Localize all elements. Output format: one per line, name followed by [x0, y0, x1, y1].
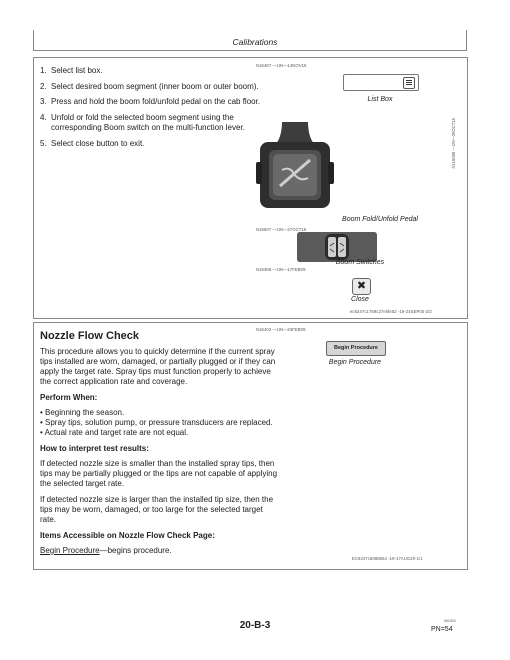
calibration-section-ref: ec6247c1759c27e5fe52 -19-24SEP05-2/2 [350, 309, 432, 314]
step-5: 5. Select close button to exit. [40, 138, 145, 148]
step-1: 1. Select list box. [40, 66, 103, 75]
switches-figure-code: N16507 —UN—27OCT16 [256, 227, 307, 232]
items-line: Begin Procedure—begins procedure. [40, 546, 172, 555]
pn-label: PN=54 [431, 626, 453, 633]
step-4: 4. Unfold or fold the selected boom segment using the corresponding Boom switch on the multi-function lever. [40, 112, 245, 132]
pedal-caption: Boom Fold/Unfold Pedal [342, 216, 418, 223]
switches-caption: Boom Switches [335, 259, 385, 266]
close-icon: ✖ [356, 280, 367, 292]
interpret-paragraph-1: If detected nozzle size is smaller than the installed spray tips, then tips may be partially plugged or the tips are not capable of applying the selected target rate. [40, 459, 278, 488]
begin-procedure-button[interactable]: Begin Procedure [326, 341, 386, 356]
nozzle-intro: This procedure allows you to quickly determine if the current spray tips installed are worn, damaged, or partially plugged or if they can apply the target rate. Spray tips must function properly to achieve the correct application rate and coverage. [40, 347, 276, 386]
page-number: 20-B-3 [239, 620, 271, 631]
close-button[interactable] [352, 278, 371, 295]
step-2: 2. Select desired boom segment (inner boom or outer boom). [40, 81, 259, 91]
begin-procedure-link[interactable]: Begin Procedure [40, 546, 100, 555]
boom-switches-image [297, 232, 377, 262]
list-box-caption: List Box [367, 96, 393, 103]
close-figure-code: N16368 —UN—17FEB09 [256, 267, 306, 272]
close-caption: Close [351, 296, 369, 303]
interpret-heading: How to interpret test results: [40, 444, 149, 453]
header-frame-bottom [33, 50, 467, 51]
list-item: • Actual rate and target rate are not equal. [40, 428, 189, 437]
pedal-figure-code: N115089 —UN—29OCT15 [451, 118, 456, 169]
footer-small-code: 061920 [444, 619, 456, 623]
page-header-title: Calibrations [232, 37, 278, 47]
step-3: 3. Press and hold the boom fold/unfold pedal on the cab floor. [40, 97, 261, 106]
calibration-steps [40, 66, 278, 154]
list-icon [403, 77, 415, 89]
list-box[interactable] [343, 74, 419, 91]
nozzle-body [40, 347, 278, 562]
interpret-paragraph-2: If detected nozzle size is larger than the installed tip size, then the tips may be worn, damaged, or too large for the selected target rate. [40, 495, 274, 524]
list-item: • Spray tips, solution pump, or pressure transducers are replaced. [40, 418, 273, 427]
nozzle-section-title: Nozzle Flow Check [40, 330, 140, 342]
list-item: • Beginning the season. [40, 408, 125, 417]
nozzle-section-ref: EC6247c6088654 -19-17AUG20-1/1 [352, 556, 423, 561]
begin-procedure-caption: Begin Procedure [328, 359, 382, 366]
list-box-figure-code: N16467 —UN—14NOV16 [256, 63, 307, 68]
perform-when-heading: Perform When: [40, 393, 98, 402]
perform-when-list [40, 408, 278, 438]
boom-pedal-image [256, 122, 334, 212]
items-heading: Items Accessible on Nozzle Flow Check Page: [40, 531, 215, 540]
nozzle-figure-code: N16402 —UN—23FEB09 [256, 327, 306, 332]
